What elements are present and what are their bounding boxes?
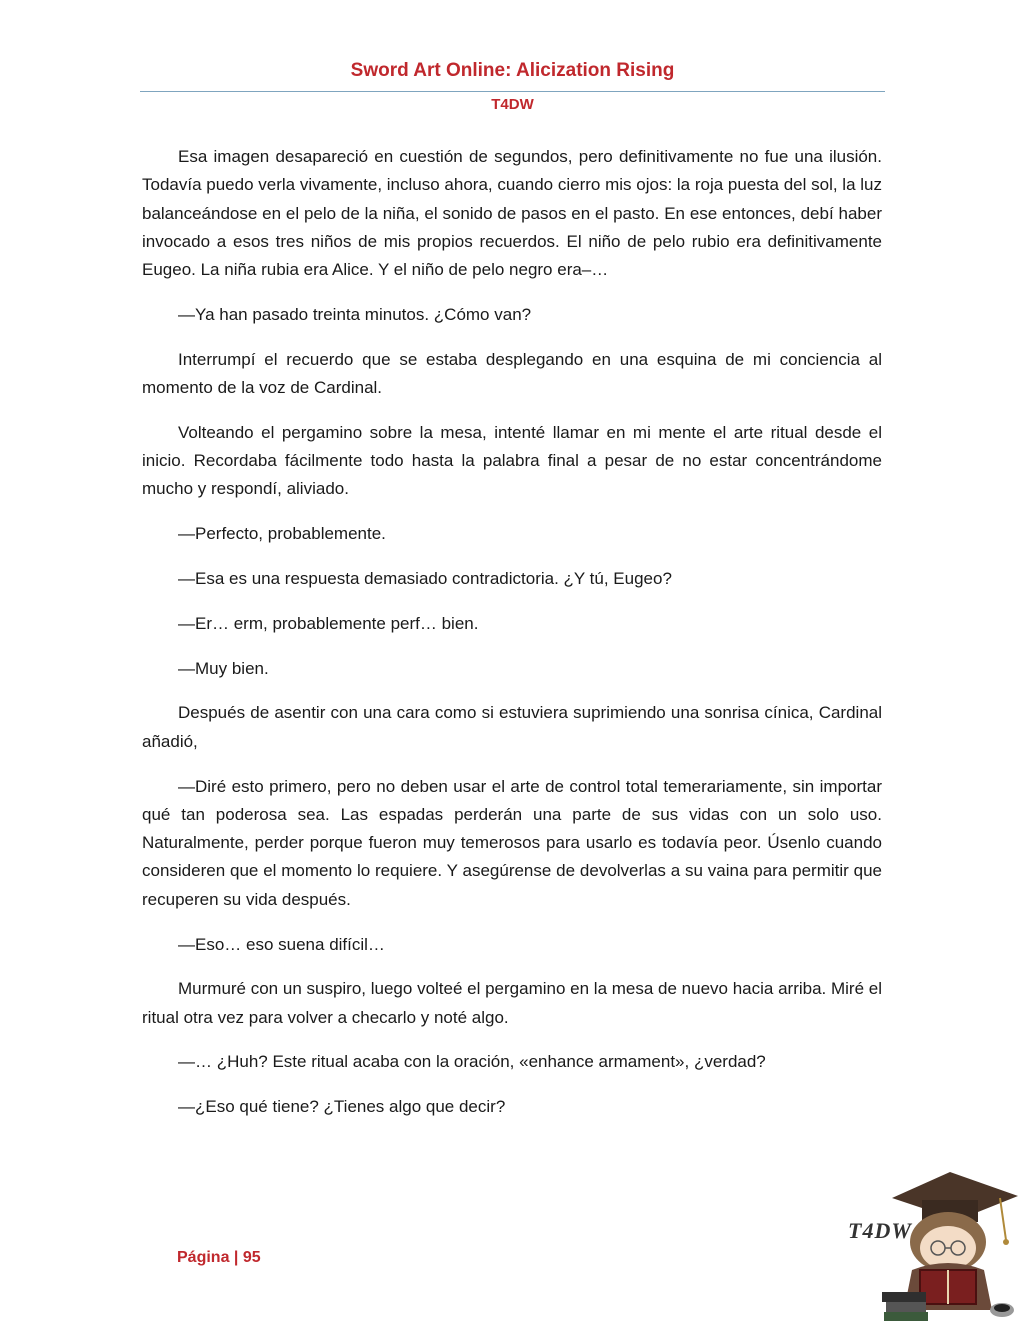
paragraph: Volteando el pergamino sobre la mesa, intenté llamar en mi mente el arte ritual desde el inicio. Recordaba fácilmente todo hasta la palabra final a pesar de no estar concentrándome mucho y respondí, aliviado. bbox=[142, 422, 882, 499]
paragraph: —Eso… eso suena difícil… bbox=[178, 934, 385, 954]
header-subtitle: T4DW bbox=[491, 96, 534, 113]
paragraph: —Er… erm, probablemente perf… bien. bbox=[178, 613, 479, 633]
paragraph: Murmuré con un suspiro, luego volteé el pergamino en la mesa de nuevo hacia arriba. Miré el ritual otra vez para volver a checarlo y noté algo. bbox=[142, 979, 882, 1027]
paragraph: Interrumpí el recuerdo que se estaba desplegando en una esquina de mi conciencia al momento de la voz de Cardinal. bbox=[142, 349, 882, 398]
paragraph: Esa imagen desapareció en cuestión de segundos, pero definitivamente no fue una ilusión. Todavía puedo verla vivamente, incluso ahora, cuando cierro mis ojos: la roja puesta del sol, la luz balanceándose en el pelo de la niña, el sonido de pasos en el pasto. En ese entonces, debí haber invocado a esos tres niños de mis propios recuerdos. El niño de pelo rubio era definitivamente Eugeo. La niña rubia era Alice. Y el niño de pelo negro era–… bbox=[142, 147, 882, 280]
header-title: Sword Art Online: Alicization Rising bbox=[350, 60, 675, 81]
paragraph: —Esa es una respuesta demasiado contradictoria. ¿Y tú, Eugeo? bbox=[178, 569, 672, 589]
paragraph: —Ya han pasado treinta minutos. ¿Cómo van? bbox=[178, 304, 532, 324]
paragraph: —Perfecto, probablemente. bbox=[178, 524, 386, 544]
paragraph: —Muy bien. bbox=[178, 658, 269, 678]
page-number: Página | 95 bbox=[177, 1249, 261, 1266]
page-body bbox=[142, 143, 882, 1138]
header-divider bbox=[140, 91, 885, 92]
paragraph: Después de asentir con una cara como si estuviera suprimiendo una sonrisa cínica, Cardinal añadió, bbox=[142, 703, 882, 751]
paragraph: —… ¿Huh? Este ritual acaba con la oración, «enhance armament», ¿verdad? bbox=[178, 1052, 766, 1072]
mascot-signature: T4DW bbox=[848, 1218, 912, 1243]
paragraph: —Diré esto primero, pero no deben usar el arte de control total temerariamente, sin importar qué tan poderosa sea. Las espadas perderán una parte de sus vidas con un solo uso. Naturalmente, perder porque fueron muy temerosos para usarlo es todavía peor. Úsenlo cuando consideren que el momento lo requiere. Y asegúrense de devolverlas a su vaina para permitir que recuperen su vida después. bbox=[142, 776, 882, 909]
paragraph: —¿Eso qué tiene? ¿Tienes algo que decir? bbox=[178, 1097, 506, 1117]
